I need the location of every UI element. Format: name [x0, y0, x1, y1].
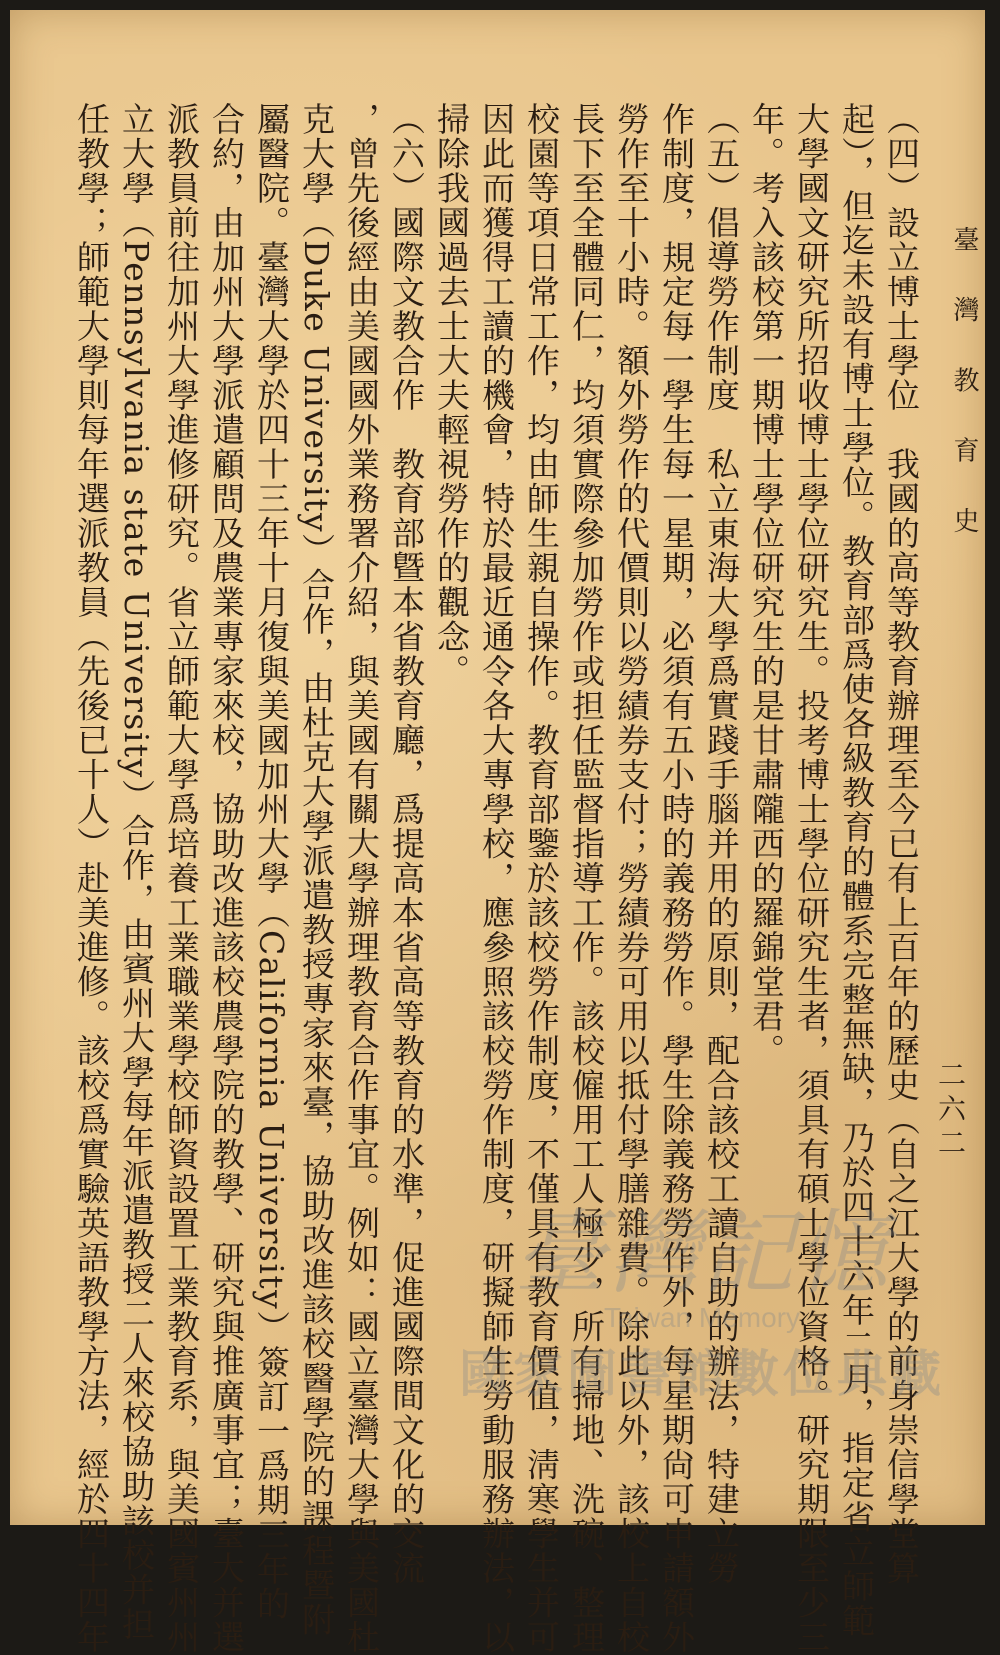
text-column: 作制度，規定每一學生每一星期，必須有五小時的義務勞作。學生除義務勞作外，每星期尙可申請額外 — [657, 102, 696, 1655]
text-column: 長下至全體同仁，均須實際參加勞作或担任監督指導工作。該校僱用工人極少，所有掃地、洗碗、整理 — [567, 102, 606, 1655]
text-column: 校園等項日常工作，均由師生親自操作。教育部鑒於該校勞作制度，不僅具有教育價值，淸寒學生并可 — [522, 102, 561, 1655]
text-column: （四）設立博士學位 我國的高等教育辦理至今已有上百年的歷史（自之江大學的前身崇信學堂算 — [882, 102, 921, 1586]
text-column: 派教員前往加州大學進修研究。省立師範大學爲培養工業職業學校師資設置工業教育系，與美國賓州州 — [162, 102, 201, 1655]
text-column: 勞作至十小時。額外勞作的代價則以勞績券支付；勞績券可用以抵付學膳雜費。除此以外，該校上自校 — [612, 102, 651, 1655]
text-column: （五）倡導勞作制度 私立東海大學爲實踐手腦并用的原則，配合該校工讀自助的辦法，特建立勞 — [702, 102, 741, 1586]
watermark-english: Taiwan Memory — [603, 1302, 801, 1333]
text-column: （六）國際文教合作 教育部曁本省教育廳，爲提高本省高等教育的水準，促進國際間文化的交流 — [387, 102, 426, 1586]
watermark-chinese: 國家圖書館數位典藏 — [459, 1345, 945, 1403]
watermark — [459, 1180, 945, 1406]
text-column: 掃除我國過去士大夫輕視勞作的觀念。 — [432, 102, 471, 689]
text-column: ，曾先後經由美國國外業務署介紹，與美國有關大學辦理教育合作事宜。例如：國立臺灣大學與美國杜 — [342, 102, 381, 1655]
watermark-script: 臺灣記憶 — [513, 1200, 890, 1307]
text-column: 屬醫院。臺灣大學於四十三年十月復與美國加州大學（California University）簽訂一爲期三年的 — [252, 102, 291, 1621]
text-column: 合約，由加州大學派遣顧問及農業專家來校，協助改進該校農學院的教學、研究與推廣事宜；臺大并選 — [207, 102, 246, 1655]
text-column: 立大學（Pennsylvania state University）合作，由賓州大學每年派遣教授二人來校協助該校并担 — [117, 102, 156, 1642]
page-title: 臺 灣 教 育 史 — [949, 226, 979, 552]
text-column: 大學國文研究所招收博士學位研究生。投考博士學位研究生者，須具有碩士學位資格。研究期限至少三 — [792, 102, 831, 1655]
text-column: 起），但迄未設有博士學位。教育部爲使各級教育的體系完整無缺，乃於四十六年二月，指定省立師範 — [837, 102, 876, 1638]
text-column: 年。考入該校第一期博士學位研究生的是甘肅隴西的羅錦堂君。 — [747, 102, 786, 1068]
text-column: 克大學（Duke University）合作，由杜克大學派遣教授專家來臺，協助改進該校醫學院的課程暨附 — [297, 102, 336, 1638]
document-page — [10, 10, 985, 1655]
text-column: 任教學；師範大學則每年選派教員（先後已十人）赴美進修。該校爲實驗英語教學方法，經於四十四年 — [72, 102, 111, 1655]
page-number: 二六二 — [934, 1060, 967, 1162]
text-column: 因此而獲得工讀的機會，特於最近通令各大專學校，應參照該校勞作制度，研擬師生勞動服務辦法，以 — [477, 102, 516, 1655]
